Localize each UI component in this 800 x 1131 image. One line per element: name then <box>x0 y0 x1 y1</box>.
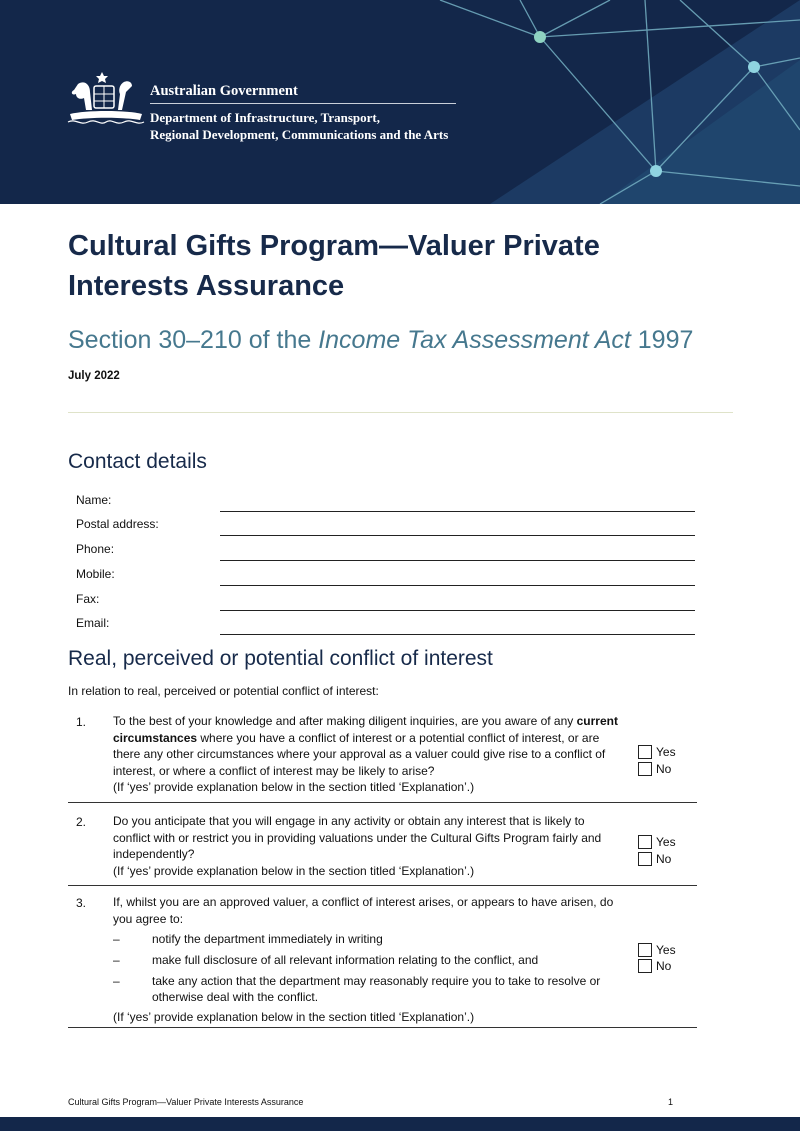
network-node <box>534 31 546 43</box>
no-label: No <box>656 761 672 776</box>
conflict-of-interest-heading: Real, perceived or potential conflict of interest <box>68 647 493 670</box>
document-date: July 2022 <box>68 370 120 382</box>
subtitle-prefix: Section 30–210 of the <box>68 326 319 354</box>
no-label: No <box>656 851 672 866</box>
question-2-body: Do you anticipate that you will engage in any activity or obtain any interest that is likely to conflict with or restrict you in providing valuations under the Cultural Gifts Program fairly and independently? <box>113 814 602 861</box>
question-3-no-option[interactable] <box>638 958 671 973</box>
question-2-yes-option[interactable] <box>638 834 676 849</box>
question-3-bullet-1: notify the department immediately in writing <box>152 932 383 946</box>
mobile-field[interactable] <box>220 585 695 586</box>
question-1-text-bold: current circumstances <box>113 714 618 745</box>
contact-details-heading: Contact details <box>68 450 207 473</box>
bullet-dash: – <box>113 932 120 946</box>
no-label: No <box>656 958 672 973</box>
question-divider <box>68 802 697 803</box>
page-title: Cultural Gifts Program—Valuer Private Interests Assurance <box>68 230 600 302</box>
question-2-no-option[interactable] <box>638 851 671 866</box>
question-1-no-option[interactable] <box>638 761 671 776</box>
bullet-dash: – <box>113 974 120 988</box>
question-2-number: 2. <box>76 815 87 829</box>
question-2-text <box>113 813 625 879</box>
question-1-text-b: where you have a conflict of interest or a potential conflict of interest, or are there any other circumstances where your approval as a valuer could give rise to a conflict of interest, or where a conflict of interest may be likely to arise? <box>113 730 606 778</box>
question-1-note: (If ‘yes’ provide explanation below in the section titled ‘Explanation’.) <box>113 780 475 794</box>
question-3-bullet-3: take any action that the department may reasonably require you to take to resolve or otherwise deal with the conflict. <box>152 974 601 1004</box>
header-banner <box>0 0 800 204</box>
footer-bar <box>0 1117 800 1131</box>
postal-address-field[interactable] <box>220 535 695 536</box>
question-3-yes-checkbox[interactable] <box>638 943 652 957</box>
question-1-yes-option[interactable] <box>638 744 676 759</box>
header-divider <box>150 103 456 104</box>
postal-address-label: Postal address: <box>76 517 159 531</box>
title-divider <box>68 412 733 413</box>
yes-label: Yes <box>656 834 676 849</box>
footer-title: Cultural Gifts Program—Valuer Private Interests Assurance <box>68 1097 304 1107</box>
subtitle-act-name: Income Tax Assessment Act <box>318 326 631 354</box>
fax-field[interactable] <box>220 610 695 611</box>
question-3-text: If, whilst you are an approved valuer, a conflict of interest arises, or appears to have arisen, do you agree to: <box>113 895 614 926</box>
question-2-note: (If ‘yes’ provide explanation below in the section titled ‘Explanation’.) <box>113 863 475 878</box>
network-node <box>748 61 760 73</box>
question-3-no-checkbox[interactable] <box>638 959 652 973</box>
question-divider <box>68 885 697 886</box>
email-label: Email: <box>76 616 110 630</box>
question-1-yes-checkbox[interactable] <box>638 745 652 759</box>
question-divider <box>68 1027 697 1028</box>
name-label: Name: <box>76 493 112 507</box>
coat-of-arms-icon <box>66 70 146 128</box>
question-1-no-checkbox[interactable] <box>638 762 652 776</box>
question-3-number: 3. <box>76 896 87 910</box>
question-2-no-checkbox[interactable] <box>638 852 652 866</box>
question-3-note: (If ‘yes’ provide explanation below in the section titled ‘Explanation’.) <box>113 1010 475 1024</box>
question-2-yes-checkbox[interactable] <box>638 835 652 849</box>
question-1-text-a: To the best of your knowledge and after making diligent inquiries, are you aware of any <box>113 714 577 728</box>
phone-label: Phone: <box>76 542 115 556</box>
phone-field[interactable] <box>220 560 695 561</box>
question-3-yes-option[interactable] <box>638 942 676 957</box>
network-node <box>650 165 662 177</box>
mobile-label: Mobile: <box>76 567 115 581</box>
name-field[interactable] <box>220 511 695 512</box>
conflict-intro: In relation to real, perceived or potential conflict of interest: <box>68 684 379 698</box>
department-name: Department of Infrastructure, Transport, Regional Development, Communications and the Arts <box>150 110 449 142</box>
yes-label: Yes <box>656 744 676 759</box>
question-3-bullet-2: make full disclosure of all relevant information relating to the conflict, and <box>152 953 539 967</box>
fax-label: Fax: <box>76 592 100 606</box>
page-number: 1 <box>668 1097 674 1107</box>
question-1-text <box>113 713 625 796</box>
question-1-number: 1. <box>76 715 87 729</box>
yes-label: Yes <box>656 942 676 957</box>
email-field[interactable] <box>220 634 695 635</box>
subtitle-year: 1997 <box>630 326 694 354</box>
bullet-dash: – <box>113 953 120 967</box>
government-name: Australian Government <box>150 83 298 99</box>
page-subtitle <box>68 324 693 356</box>
